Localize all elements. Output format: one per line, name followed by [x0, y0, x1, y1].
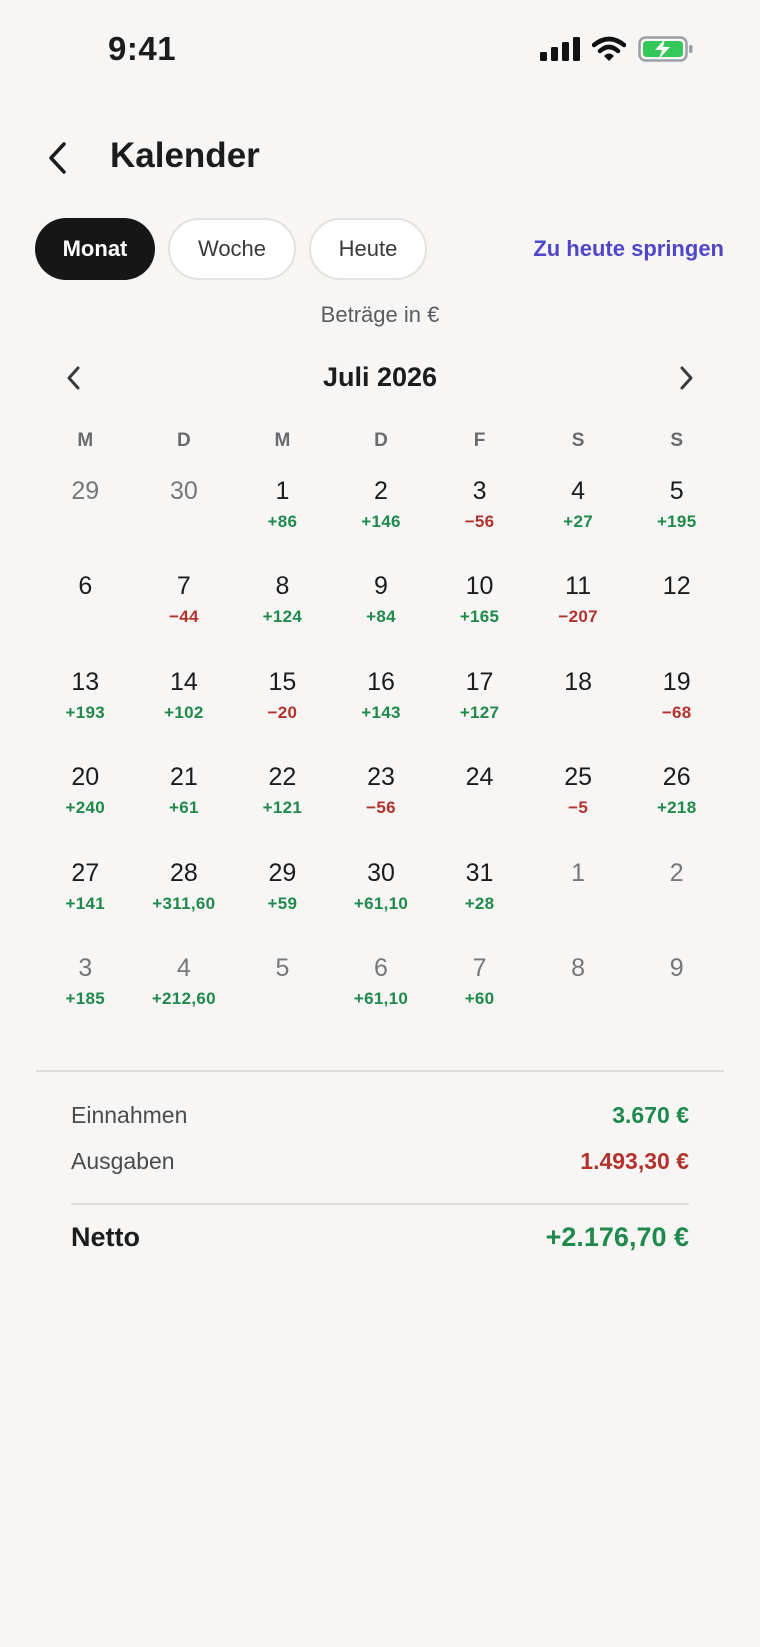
day-amount: +121	[262, 798, 303, 818]
day-number: 17	[465, 667, 494, 696]
calendar-day-cell[interactable]	[627, 856, 726, 951]
net-value: +2.176,70 €	[545, 1222, 689, 1252]
calendar-day-cell[interactable]	[36, 569, 135, 664]
day-number: 30	[169, 477, 198, 505]
day-number: 29	[268, 858, 297, 887]
day-number: 4	[176, 953, 191, 982]
calendar-day-cell[interactable]	[332, 856, 431, 951]
day-amount: +61	[168, 798, 199, 818]
calendar-day-cell[interactable]	[627, 665, 726, 760]
day-amount: +185	[65, 988, 106, 1008]
back-button[interactable]	[40, 140, 76, 176]
day-number: 6	[78, 572, 93, 601]
tab-week[interactable]: Woche	[168, 218, 296, 280]
day-number: 3	[472, 477, 487, 505]
day-amount: +102	[164, 702, 204, 722]
calendar-day-cell[interactable]	[36, 951, 135, 1046]
day-number: 28	[169, 858, 198, 887]
weekday-header	[36, 430, 726, 452]
calendar-day-cell[interactable]	[332, 569, 431, 664]
calendar-day-cell[interactable]	[233, 665, 332, 760]
day-number: 19	[662, 667, 691, 696]
day-number: 9	[374, 572, 388, 601]
calendar-day-cell[interactable]	[430, 569, 529, 664]
calendar-day-cell[interactable]	[529, 665, 628, 760]
calendar-day-cell[interactable]	[529, 474, 628, 569]
day-amount: +311,60	[152, 893, 216, 913]
day-number: 12	[662, 572, 691, 601]
day-amount: +60	[464, 988, 495, 1008]
day-number: 23	[367, 763, 395, 792]
day-number: 1	[275, 477, 290, 505]
tab-today[interactable]: Heute	[309, 218, 427, 280]
day-amount: +86	[267, 512, 298, 531]
calendar-day-cell[interactable]	[430, 760, 529, 855]
day-number: 18	[564, 667, 593, 696]
day-amount: −44	[168, 607, 199, 627]
day-number: 7	[472, 953, 487, 982]
calendar-day-cell[interactable]	[430, 474, 529, 569]
calendar-day-cell[interactable]	[529, 951, 628, 1046]
day-amount: −207	[558, 607, 598, 627]
calendar-day-cell[interactable]	[233, 760, 332, 855]
status-icons	[540, 36, 694, 62]
calendar-day-cell[interactable]	[627, 474, 726, 569]
day-number: 30	[367, 858, 395, 887]
day-number: 4	[571, 477, 586, 505]
calendar-day-cell[interactable]	[135, 856, 234, 951]
weekday-label: M	[274, 430, 291, 451]
summary-divider	[36, 1070, 724, 1072]
net-divider	[71, 1203, 689, 1205]
income-value: 3.670 €	[612, 1102, 689, 1128]
battery-charging-icon	[638, 36, 694, 62]
weekday-label: S	[670, 430, 684, 451]
weekday-label: F	[473, 430, 486, 451]
day-number: 24	[465, 763, 494, 792]
header	[0, 128, 760, 188]
calendar-day-cell[interactable]	[332, 951, 431, 1046]
amounts-currency-note: Beträge in €	[320, 302, 440, 327]
day-amount: +193	[65, 702, 106, 722]
day-amount: −56	[464, 512, 495, 531]
day-amount: +165	[459, 607, 500, 627]
day-amount: −5	[568, 798, 589, 818]
day-number: 2	[374, 477, 388, 505]
weekday-label: D	[176, 430, 191, 451]
calendar-day-cell[interactable]	[36, 856, 135, 951]
day-amount: +195	[656, 512, 697, 531]
calendar-day-cell[interactable]	[627, 569, 726, 664]
tab-month[interactable]: Monat	[35, 218, 155, 280]
expenses-row	[71, 1148, 689, 1175]
calendar-day-cell[interactable]	[233, 856, 332, 951]
day-amount: +61,10	[353, 988, 409, 1008]
day-amount: −56	[366, 798, 396, 818]
calendar-day-cell[interactable]	[332, 474, 431, 569]
month-title: Juli 2026	[322, 362, 438, 392]
weekday-label: S	[571, 430, 585, 451]
day-number: 10	[465, 572, 494, 601]
calendar-day-cell[interactable]	[430, 665, 529, 760]
month-navigation	[0, 356, 760, 400]
day-number: 29	[71, 477, 100, 505]
day-amount: +61,10	[353, 893, 409, 913]
day-amount: +218	[656, 798, 697, 818]
calendar-day-cell[interactable]	[233, 474, 332, 569]
day-amount: −68	[661, 702, 692, 722]
calendar-day-cell[interactable]	[627, 760, 726, 855]
calendar-day-cell[interactable]	[36, 665, 135, 760]
day-number: 16	[367, 667, 395, 696]
income-label: Einnahmen	[71, 1102, 188, 1128]
chevron-right-icon	[678, 365, 694, 391]
expenses-value: 1.493,30 €	[580, 1148, 689, 1174]
day-number: 14	[169, 667, 198, 696]
day-amount: +124	[262, 607, 303, 627]
expenses-label: Ausgaben	[71, 1148, 175, 1174]
day-number: 21	[169, 763, 198, 792]
day-number: 2	[669, 858, 684, 887]
weekday-label: D	[374, 430, 388, 451]
day-number: 8	[571, 953, 586, 982]
status-time: 9:41	[108, 30, 177, 67]
day-number: 11	[565, 572, 592, 601]
calendar-day-cell[interactable]	[332, 760, 431, 855]
day-number: 13	[71, 667, 100, 696]
calendar-day-cell[interactable]	[529, 760, 628, 855]
wifi-icon	[592, 36, 626, 62]
calendar-day-cell[interactable]	[233, 569, 332, 664]
page-title: Kalender	[110, 136, 260, 175]
net-row	[71, 1222, 689, 1253]
day-amount: +143	[361, 702, 401, 722]
day-amount: +212,60	[151, 988, 216, 1008]
day-number: 5	[275, 953, 290, 982]
calendar-day-cell[interactable]	[430, 951, 529, 1046]
next-month-button[interactable]	[668, 360, 704, 396]
day-number: 3	[78, 953, 93, 982]
day-number: 8	[275, 572, 290, 601]
day-amount: +59	[267, 893, 298, 913]
day-number: 20	[71, 763, 100, 792]
jump-to-today-link[interactable]: Zu heute springen	[533, 236, 724, 261]
calendar-day-cell[interactable]	[529, 569, 628, 664]
day-number: 7	[176, 572, 191, 601]
day-number: 22	[268, 763, 297, 792]
day-number: 1	[571, 858, 586, 887]
calendar-day-cell[interactable]	[135, 569, 234, 664]
day-number: 9	[669, 953, 684, 982]
calendar-day-cell[interactable]	[36, 760, 135, 855]
calendar-day-cell[interactable]	[529, 856, 628, 951]
day-number: 25	[564, 763, 593, 792]
calendar-day-cell[interactable]	[36, 474, 135, 569]
calendar-day-cell[interactable]	[233, 951, 332, 1046]
day-amount: −20	[267, 702, 298, 722]
day-amount: +84	[366, 607, 396, 627]
day-amount: +127	[459, 702, 500, 722]
signal-icon	[540, 37, 580, 61]
day-amount: +27	[563, 512, 593, 531]
calendar-day-cell[interactable]	[135, 760, 234, 855]
calendar-day-cell[interactable]	[627, 951, 726, 1046]
day-number: 26	[662, 763, 691, 792]
calendar-day-cell[interactable]	[135, 665, 234, 760]
calendar-day-cell[interactable]	[332, 665, 431, 760]
calendar-grid	[36, 474, 726, 1046]
day-amount: +141	[65, 893, 106, 913]
day-number: 15	[268, 667, 297, 696]
day-amount: +146	[361, 512, 401, 531]
status-bar	[0, 0, 760, 100]
day-number: 27	[71, 858, 100, 887]
net-label: Netto	[71, 1222, 140, 1252]
calendar-day-cell[interactable]	[135, 474, 234, 569]
calendar-day-cell[interactable]	[135, 951, 234, 1046]
day-number: 6	[374, 953, 388, 982]
day-number: 5	[669, 477, 684, 505]
back-chevron-icon	[47, 141, 69, 175]
income-row	[71, 1102, 689, 1129]
day-amount: +28	[464, 893, 495, 913]
day-number: 31	[465, 858, 494, 887]
weekday-label: M	[77, 430, 94, 451]
day-amount: +240	[65, 798, 106, 818]
calendar-day-cell[interactable]	[430, 856, 529, 951]
